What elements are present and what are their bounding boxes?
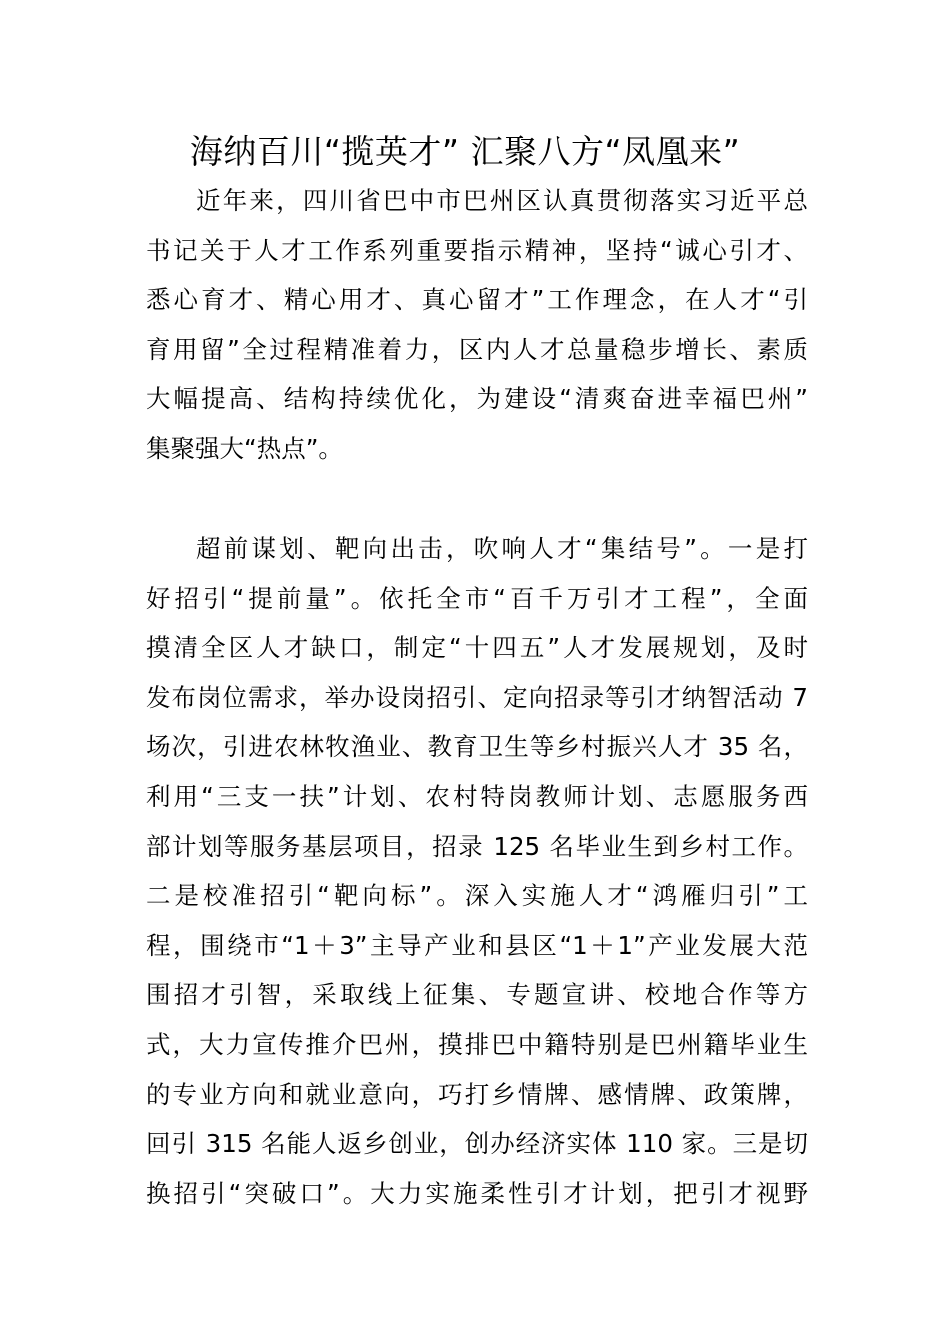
paragraph-recruitment: [146, 524, 808, 1218]
text-line: 程，围绕市“1＋3”主导产业和县区“1＋1”产业发展大范: [146, 930, 808, 960]
text-line: 悉心育才、精心用才、真心留才”工作理念，在人才“引: [146, 285, 808, 315]
text-line: 发布岗位需求，举办设岗招引、定向招录等引才纳智活动 7: [146, 682, 808, 712]
text-line: 围招才引智，采取线上征集、专题宣讲、校地合作等方: [146, 980, 808, 1010]
text-line: 大幅提高、结构持续优化，为建设“清爽奋进幸福巴州”: [146, 384, 808, 414]
text-line: 的专业方向和就业意向，巧打乡情牌、感情牌、政策牌，: [146, 1079, 808, 1109]
text-line: 超前谋划、靶向出击，吹响人才“集结号”。一是打: [196, 534, 808, 563]
text-line: 换招引“突破口”。大力实施柔性引才计划，把引才视野: [146, 1178, 808, 1208]
text-line: 式，大力宣传推介巴州，摸排巴中籍特别是巴州籍毕业生: [146, 1029, 808, 1059]
text-line: 摸清全区人才缺口，制定“十四五”人才发展规划，及时: [146, 633, 808, 663]
text-line: 二是校准招引“靶向标”。深入实施人才“鸿雁归引”工: [146, 881, 808, 911]
document-title: 海纳百川“揽英才” 汇聚八方“凤凰来”: [189, 132, 741, 171]
paragraph-intro: [146, 176, 808, 474]
text-line: 利用“三支一扶”计划、农村特岗教师计划、志愿服务西: [146, 781, 808, 811]
text-line: 场次，引进农林牧渔业、教育卫生等乡村振兴人才 35 名，: [146, 732, 808, 762]
text-line: 育用留”全过程精准着力，区内人才总量稳步增长、素质: [146, 334, 808, 364]
text-line: 好招引“提前量”。依托全市“百千万引才工程”，全面: [146, 583, 808, 613]
text-line: 回引 315 名能人返乡创业，创办经济实体 110 家。三是切: [146, 1129, 808, 1159]
text-line: 书记关于人才工作系列重要指示精神，坚持“诚心引才、: [146, 235, 808, 265]
text-line: 部计划等服务基层项目，招录 125 名毕业生到乡村工作。: [146, 831, 808, 861]
text-line: 集聚强大“热点”。: [146, 433, 343, 463]
text-line: 近年来，四川省巴中市巴州区认真贯彻落实习近平总: [196, 186, 808, 215]
